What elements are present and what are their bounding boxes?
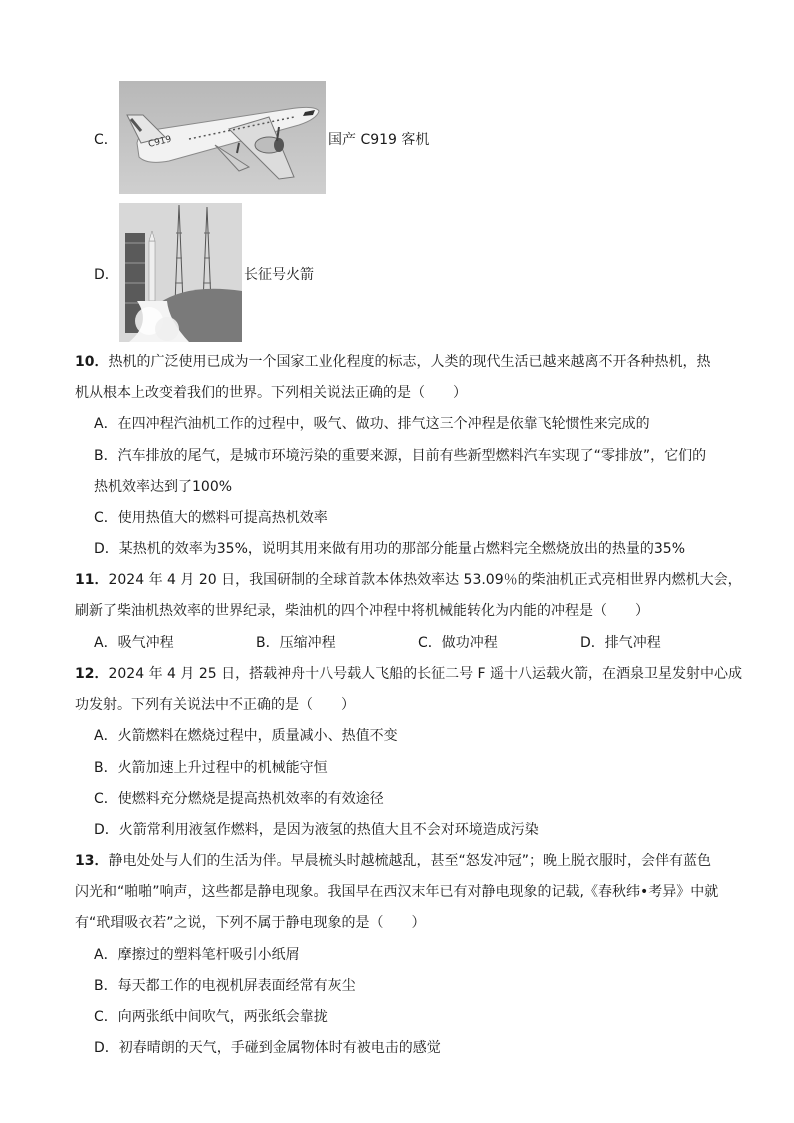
question-10-option-c: C．使用热值大的燃料可提高热机效率 <box>94 510 328 526</box>
option-d-label: D． <box>94 267 119 283</box>
option-c-caption: 国产 C919 客机 <box>328 132 430 148</box>
question-11-number: 11． <box>75 572 109 588</box>
question-13-line-3: 有“玳瑁吸衣若”之说，下列不属于静电现象的是（ ） <box>75 915 426 931</box>
question-13-option-a: A．摩擦过的塑料笔杆吸引小纸屑 <box>94 947 300 963</box>
question-10-line-2: 机从根本上改变着我们的世界。下列相关说法正确的是（ ） <box>75 385 467 401</box>
question-13-text-1: 静电处处与人们的生活为伴。早晨梳头时越梳越乱，甚至“怒发冲冠”；晚上脱衣服时，会伴有蓝色 <box>108 853 711 869</box>
question-12-option-b: B．火箭加速上升过程中的机械能守恒 <box>94 760 328 776</box>
question-10-option-b: B．汽车排放的尾气，是城市环境污染的重要来源，目前有些新型燃料汽车实现了“零排放”，它们的 <box>94 448 707 464</box>
question-11-option-a: A．吸气冲程 <box>94 635 174 651</box>
question-13-line-1 <box>75 851 711 871</box>
question-12-text-1: 2024 年 4 月 25 日，搭载神舟十八号载人飞船的长征二号 F 遥十八运载火箭，在酒泉卫星发射中心成 <box>108 666 743 682</box>
question-12-option-a: A．火箭燃料在燃烧过程中，质量减小、热值不变 <box>94 728 398 744</box>
question-11-text-1: 2024 年 4 月 20 日，我国研制的全球首款本体热效率达 53.09％的柴油机正式亮相世界内燃机大会， <box>108 572 742 588</box>
rocket-launch-image <box>119 203 242 342</box>
question-10-text-1: 热机的广泛使用已成为一个国家工业化程度的标志，人类的现代生活已越来越离不开各种热机，热 <box>108 354 711 370</box>
question-10-option-a: A．在四冲程汽油机工作的过程中，吸气、做功、排气这三个冲程是依靠飞轮惯性来完成的 <box>94 416 650 432</box>
question-11-option-b: B．压缩冲程 <box>256 635 336 651</box>
question-10-option-b-cont: 热机效率达到了100% <box>94 479 233 495</box>
question-10-option-d: D．某热机的效率为35%，说明其用来做有用功的那部分能量占燃料完全燃烧放出的热量的35% <box>94 541 686 557</box>
question-12-option-d: D．火箭常利用液氢作燃料，是因为液氢的热值大且不会对环境造成污染 <box>94 822 539 838</box>
question-13-number: 13． <box>75 853 109 869</box>
question-12-line-1 <box>75 664 742 684</box>
question-10-line-1 <box>75 352 710 372</box>
question-11-option-c: C．做功冲程 <box>418 635 498 651</box>
option-c-label: C． <box>94 132 118 148</box>
question-11-line-1 <box>75 570 742 590</box>
question-12-number: 12． <box>75 666 109 682</box>
question-11-line-2: 刷新了柴油机热效率的世界纪录，柴油机的四个冲程中将机械能转化为内能的冲程是（ ） <box>75 603 649 619</box>
plane-livery-text: C919 <box>147 134 173 150</box>
question-13-option-b: B．每天都工作的电视机屏表面经常有灰尘 <box>94 978 356 994</box>
question-13-line-2: 闪光和“啪啪”响声，这些都是静电现象。我国早在西汉末年已有对静电现象的记载,《春秋纬•考异》中就 <box>75 884 719 900</box>
question-13-option-d: D．初春晴朗的天气，手碰到金属物体时有被电击的感觉 <box>94 1040 441 1056</box>
question-12-option-c: C．使燃料充分燃烧是提高热机效率的有效途径 <box>94 791 384 807</box>
question-10-number: 10． <box>75 354 109 370</box>
question-11-option-d: D．排气冲程 <box>580 635 661 651</box>
c919-airplane-image <box>119 81 326 194</box>
question-12-line-2: 功发射。下列有关说法中不正确的是（ ） <box>75 697 355 713</box>
option-d-caption: 长征号火箭 <box>244 267 314 283</box>
question-13-option-c: C．向两张纸中间吹气，两张纸会靠拢 <box>94 1009 328 1025</box>
